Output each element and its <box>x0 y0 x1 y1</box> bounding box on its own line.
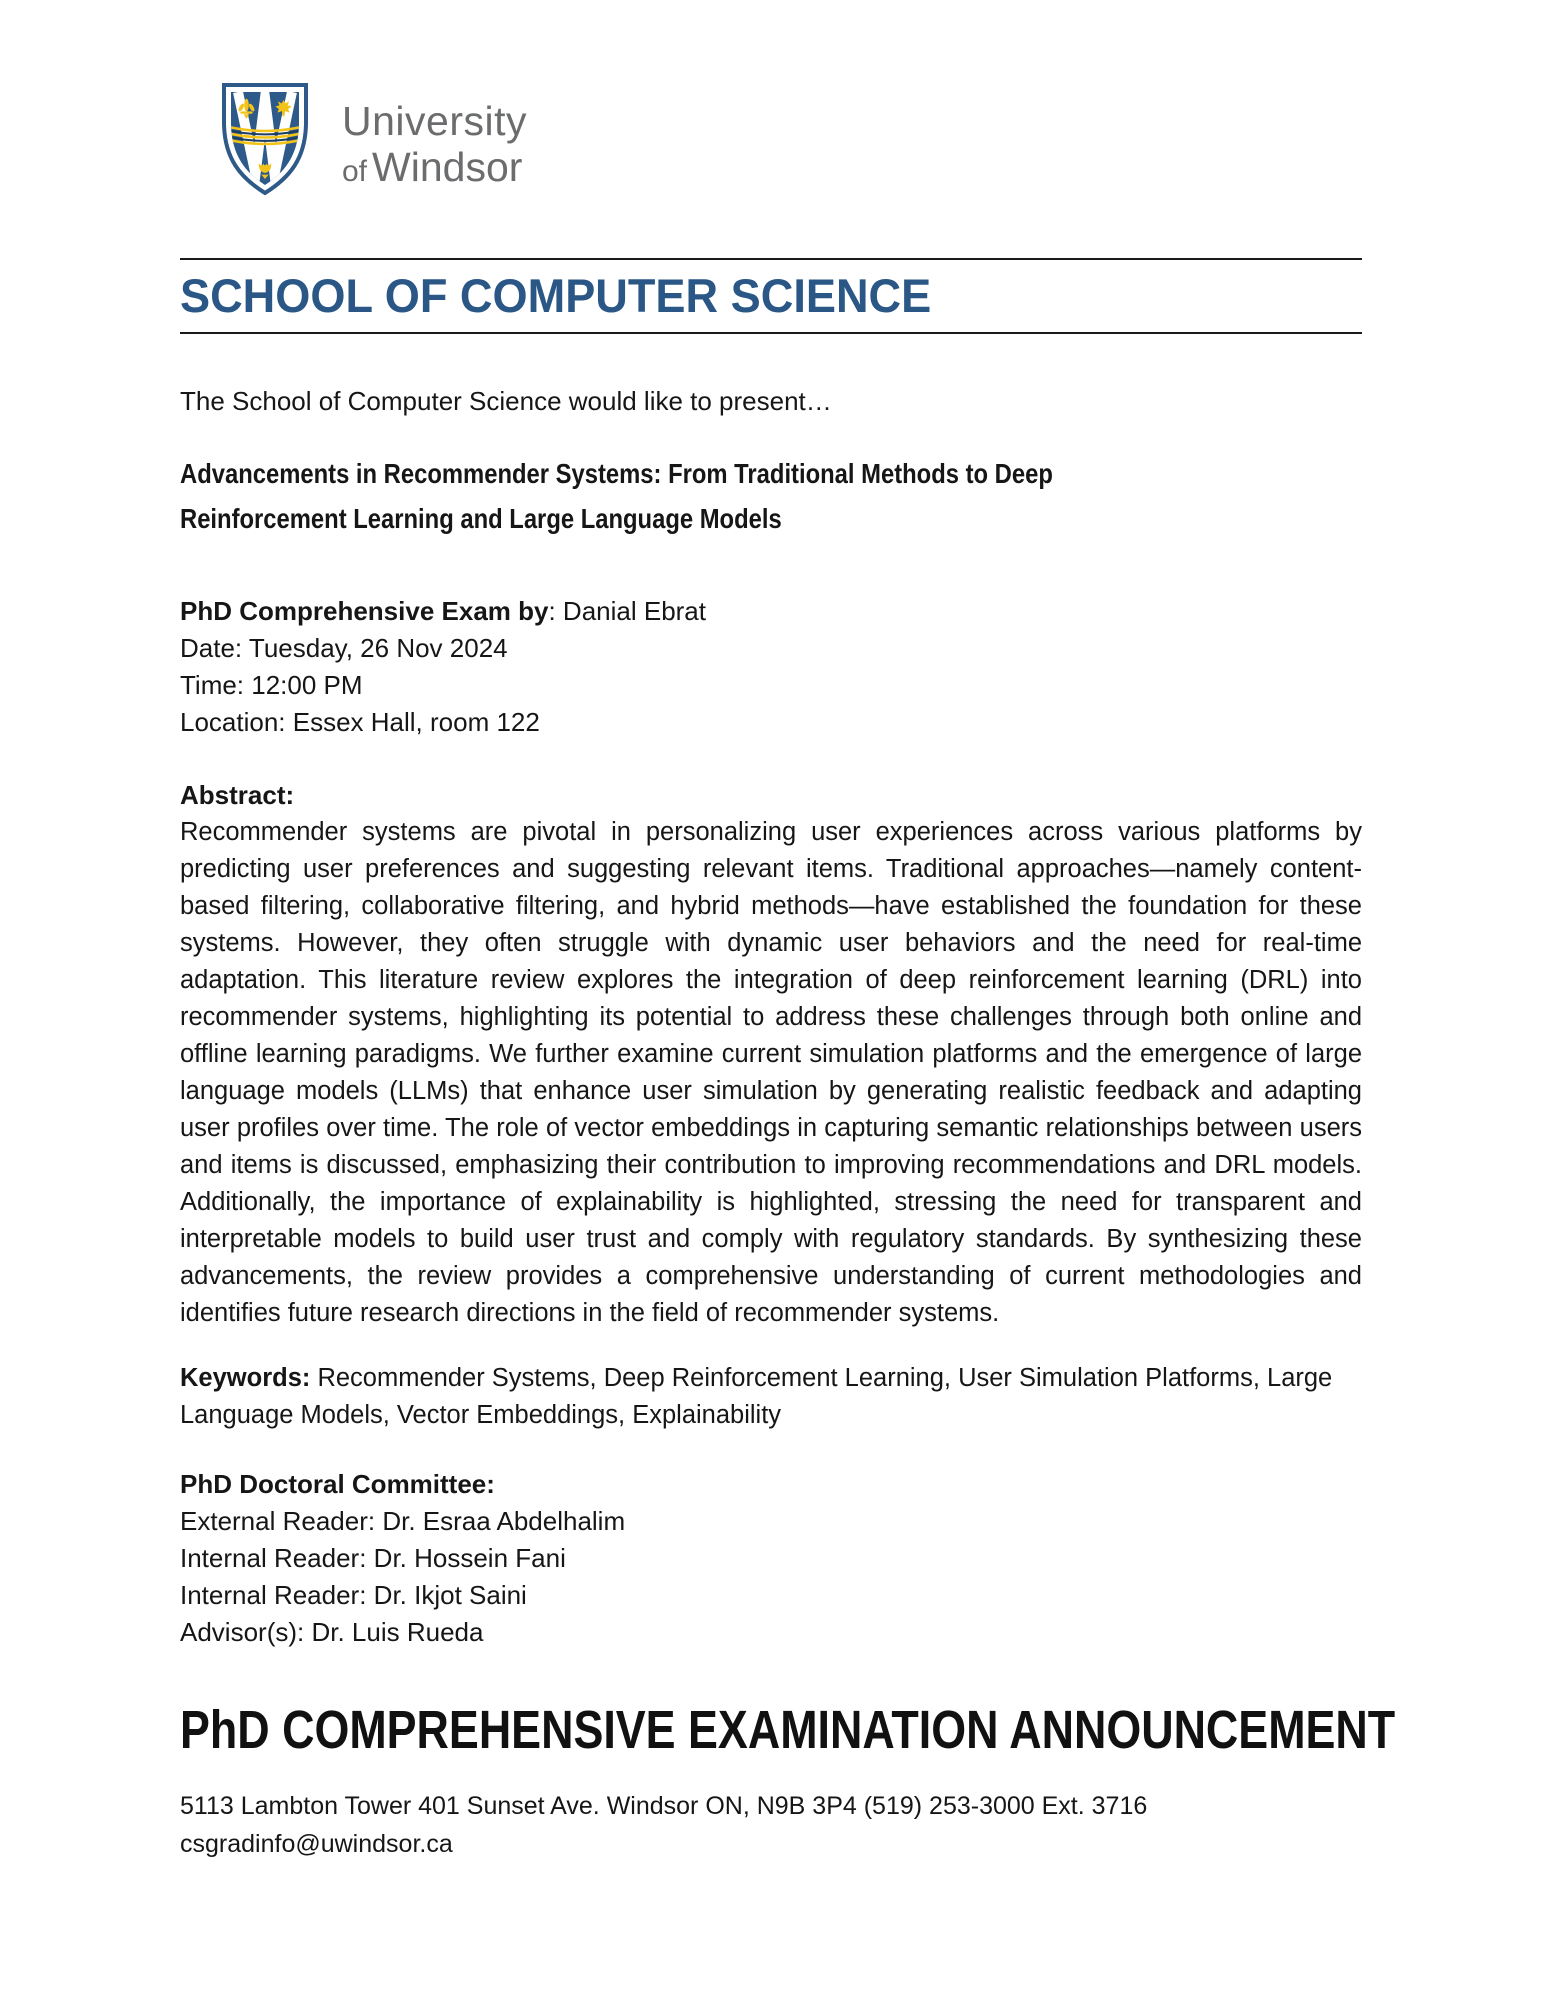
logo-text-of: of <box>342 155 368 188</box>
logo-text-windsor: Windsor <box>372 144 523 190</box>
abstract-body: Recommender systems are pivotal in personalizing user experiences across various platforms by predicting user preferences and suggesting relevant items. Traditional approaches—namely content-based filtering, collaborative filtering, and hybrid methods—have established the foundation for these systems. However, they often struggle with dynamic user behaviors and the need for real-time adaptation. This literature review explores the integration of deep reinforcement learning (DRL) into recommender systems, highlighting its potential to address these challenges through both online and offline learning paradigms. We further examine current simulation platforms and the emergence of large language models (LLMs) that enhance user simulation by generating realistic feedback and adapting user profiles over time. The role of vector embeddings in capturing semantic relationships between users and items is discussed, emphasizing their contribution to improving recommendations and DRL models. Additionally, the importance of explainability is highlighted, stressing the need for transparent and interpretable models to build user trust and comply with regulatory standards. By synthesizing these advancements, the review provides a comprehensive understanding of current methodologies and identifies future research directions in the field of recommender systems. <box>180 818 1362 1327</box>
committee-member: External Reader: Dr. Esraa Abdelhalim <box>180 1506 626 1536</box>
committee-member: Advisor(s): Dr. Luis Rueda <box>180 1617 484 1647</box>
keywords-section <box>180 1360 1362 1434</box>
abstract-heading: Abstract: <box>180 780 295 810</box>
committee-heading: PhD Doctoral Committee: <box>180 1469 495 1499</box>
email-line: csgradinfo@uwindsor.ca <box>180 1830 453 1858</box>
university-logo <box>215 78 1362 198</box>
logo-text-university: University <box>342 98 527 144</box>
exam-by-label: PhD Comprehensive Exam by <box>180 596 549 626</box>
department-title: SCHOOL OF COMPUTER SCIENCE <box>180 269 932 322</box>
committee-member: Internal Reader: Dr. Ikjot Saini <box>180 1580 527 1610</box>
keywords-list: Recommender Systems, Deep Reinforcement Learning, User Simulation Platforms, Large Language Models, Vector Embeddings, Explainability <box>180 1364 1333 1429</box>
seminar-title-line-2: Reinforcement Learning and Large Language Models <box>180 503 782 534</box>
logo-text-of-windsor <box>342 144 527 200</box>
seminar-title-line-1: Advancements in Recommender Systems: From Traditional Methods to Deep <box>180 458 1053 489</box>
announcement-title: PhD COMPREHENSIVE EXAMINATION ANNOUNCEMENT <box>180 1700 1396 1760</box>
exam-location-line: Location: Essex Hall, room 122 <box>180 707 540 737</box>
exam-date-line: Date: Tuesday, 26 Nov 2024 <box>180 633 508 663</box>
seminar-title <box>180 451 1362 541</box>
committee-member: Internal Reader: Dr. Hossein Fani <box>180 1543 566 1573</box>
abstract-section <box>180 777 1362 1332</box>
intro-line: The School of Computer Science would like to present… <box>180 386 832 416</box>
contact-block <box>180 1787 1362 1863</box>
uwindsor-shield-icon <box>215 78 315 196</box>
address-line: 5113 Lambton Tower 401 Sunset Ave. Windsor ON, N9B 3P4 (519) 253-3000 Ext. 3716 <box>180 1792 1148 1820</box>
keywords-label: Keywords: <box>180 1364 311 1392</box>
exam-time-line: Time: 12:00 PM <box>180 670 363 700</box>
university-wordmark <box>342 98 527 200</box>
exam-by-line <box>180 593 1362 630</box>
committee-section <box>180 1466 1362 1651</box>
bottom-divider <box>180 332 1362 334</box>
exam-by-value: : Danial Ebrat <box>548 596 706 626</box>
exam-details <box>180 593 1362 741</box>
